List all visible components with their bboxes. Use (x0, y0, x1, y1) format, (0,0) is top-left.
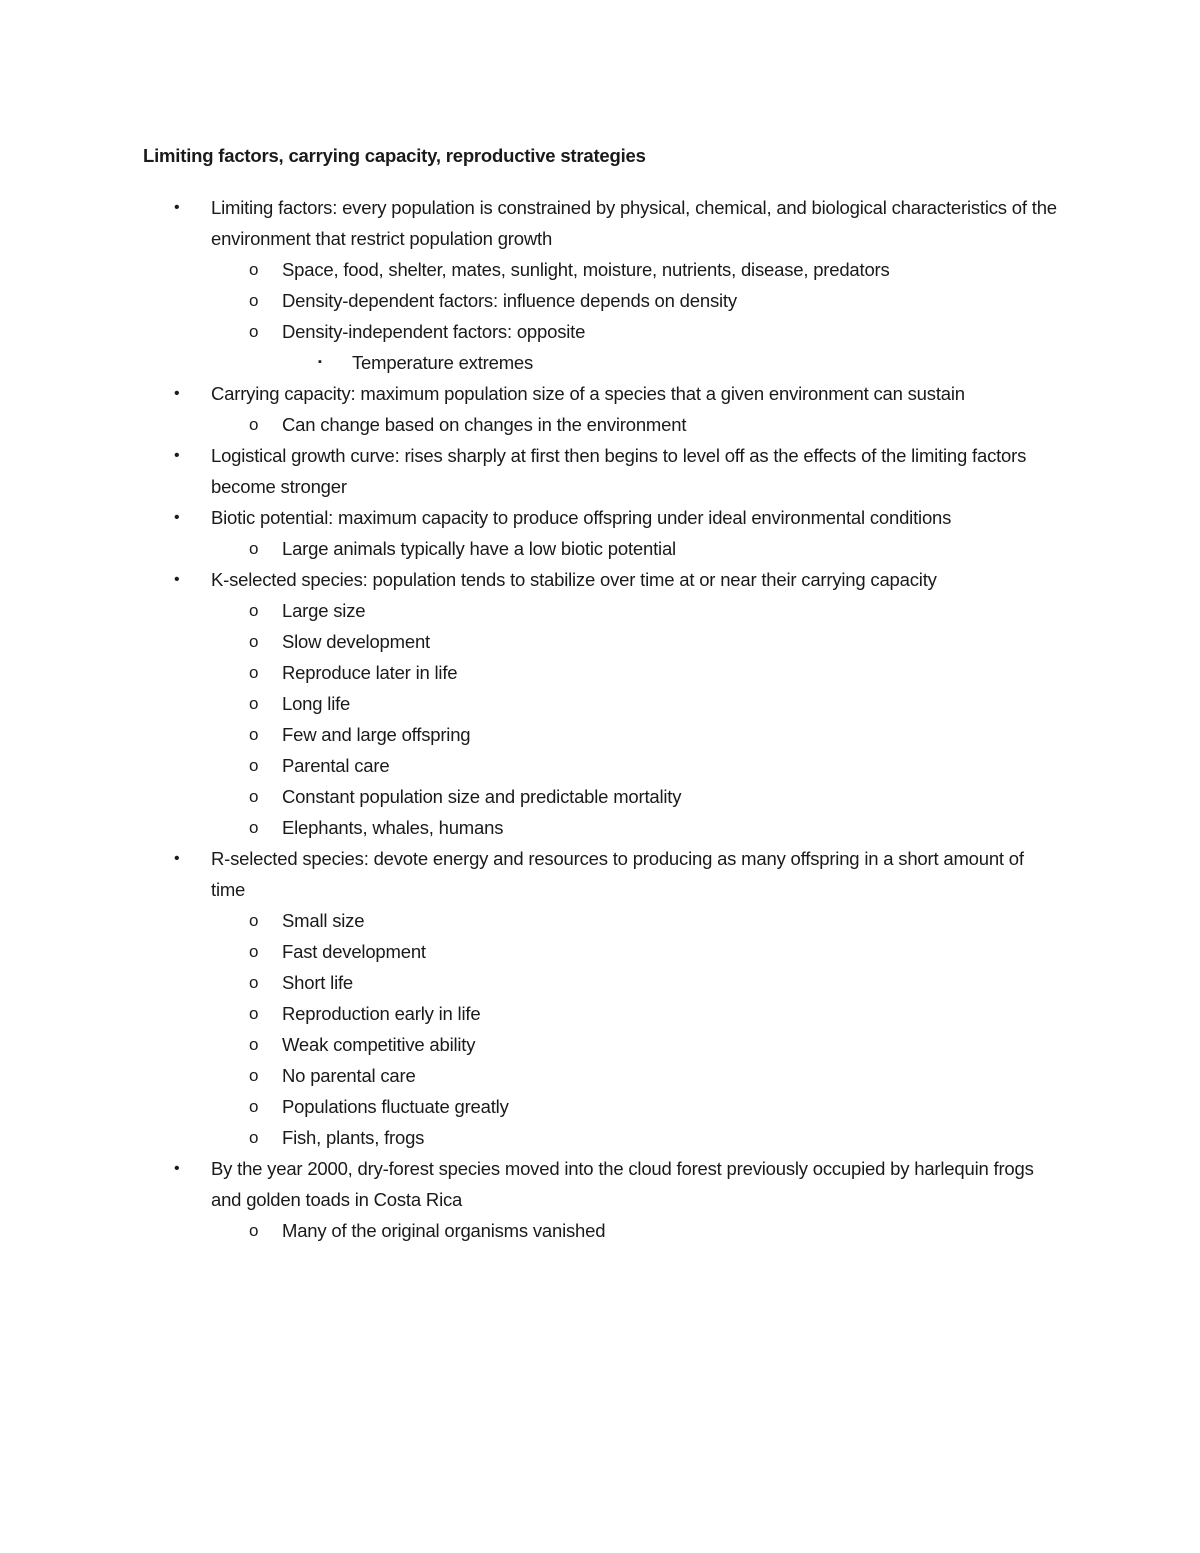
list-item-text: Reproduction early in life (282, 1003, 481, 1024)
list-item-text: Elephants, whales, humans (282, 817, 504, 838)
list-item-level-2 (0, 1215, 1062, 1246)
list-item-text: Reproduce later in life (282, 662, 458, 683)
list-item-level-1 (0, 502, 1061, 533)
list-item-level-2 (0, 719, 1062, 750)
list-item-text: Carrying capacity: maximum population size of a species that a given environment can sustain (211, 383, 965, 404)
list-item-text: Can change based on changes in the environment (282, 414, 687, 435)
list-item-level-2 (0, 1060, 1062, 1091)
list-item-level-1 (0, 440, 1061, 502)
bullet-marker-icon: • (174, 385, 180, 402)
bullet-marker-icon: o (249, 1004, 259, 1023)
list-item-text: Limiting factors: every population is constrained by physical, chemical, and biological characteristics of the environment that restrict population growth (211, 197, 1057, 249)
bullet-marker-icon: • (174, 509, 180, 526)
list-item-text: Populations fluctuate greatly (282, 1096, 509, 1117)
list-item-text: Large size (282, 600, 366, 621)
bullet-marker-icon: • (174, 199, 180, 216)
bullet-marker-icon: o (249, 1066, 259, 1085)
list-item-text: Short life (282, 972, 354, 993)
list-item-level-2 (0, 285, 1062, 316)
list-item-level-2 (0, 1091, 1062, 1122)
bullet-marker-icon: o (249, 322, 259, 341)
bullet-marker-icon: o (249, 818, 259, 837)
list-item-text: Density-dependent factors: influence depends on density (282, 290, 737, 311)
list-item-text: Slow development (282, 631, 430, 652)
list-item-level-2 (0, 905, 1062, 936)
list-item-text: Biotic potential: maximum capacity to produce offspring under ideal environmental conditions (211, 507, 952, 528)
list-item-level-2 (0, 936, 1062, 967)
bullet-marker-icon: o (249, 601, 259, 620)
list-item-level-1 (0, 843, 1061, 905)
list-item-level-2 (0, 316, 1062, 347)
bullet-marker-icon: o (249, 694, 259, 713)
list-item-text: Small size (282, 910, 365, 931)
bullet-marker-icon: o (249, 415, 259, 434)
document-title: Limiting factors, carrying capacity, reproductive strategies (143, 145, 646, 166)
bullet-outline (0, 192, 1200, 1246)
bullet-marker-icon: o (249, 291, 259, 310)
list-item-level-2 (0, 1029, 1062, 1060)
bullet-marker-icon: o (249, 911, 259, 930)
list-item-level-2 (0, 254, 1062, 285)
bullet-marker-icon: • (174, 1160, 180, 1177)
bullet-marker-icon: o (249, 1128, 259, 1147)
list-item-level-1 (0, 564, 1061, 595)
list-item-level-1 (0, 192, 1061, 254)
list-item-text: Temperature extremes (352, 352, 534, 373)
bullet-marker-icon: o (249, 1221, 259, 1240)
list-item-level-2 (0, 750, 1062, 781)
bullet-marker-icon: • (174, 571, 180, 588)
list-item-text: Logistical growth curve: rises sharply at first then begins to level off as the effects of the limiting factors become stronger (211, 445, 1027, 497)
bullet-marker-icon: o (249, 787, 259, 806)
list-item-level-2 (0, 533, 1062, 564)
list-item-text: K-selected species: population tends to stabilize over time at or near their carrying capacity (211, 569, 937, 590)
list-item-level-2 (0, 812, 1062, 843)
list-item-level-2 (0, 409, 1062, 440)
list-item-text: Many of the original organisms vanished (282, 1220, 606, 1241)
list-item-text: R-selected species: devote energy and resources to producing as many offspring in a short amount of time (211, 848, 1024, 900)
list-item-text: Weak competitive ability (282, 1034, 476, 1055)
bullet-marker-icon: • (174, 447, 180, 464)
bullet-marker-icon: o (249, 1097, 259, 1116)
bullet-marker-icon: • (174, 850, 180, 867)
list-item-level-3 (0, 347, 1052, 378)
bullet-marker-icon: o (249, 942, 259, 961)
bullet-marker-icon: o (249, 539, 259, 558)
list-item-text: Density-independent factors: opposite (282, 321, 586, 342)
bullet-marker-icon: o (249, 725, 259, 744)
list-item-level-2 (0, 626, 1062, 657)
list-item-level-2 (0, 967, 1062, 998)
list-item-text: By the year 2000, dry-forest species moved into the cloud forest previously occupied by harlequin frogs and golden toads in Costa Rica (211, 1158, 1034, 1210)
list-item-text: Few and large offspring (282, 724, 471, 745)
list-item-text: Parental care (282, 755, 390, 776)
bullet-marker-icon: o (249, 260, 259, 279)
list-item-text: Fish, plants, frogs (282, 1127, 425, 1148)
list-item-level-1 (0, 378, 1061, 409)
list-item-level-2 (0, 688, 1062, 719)
list-item-text: Long life (282, 693, 351, 714)
list-item-level-2 (0, 595, 1062, 626)
bullet-marker-icon: o (249, 756, 259, 775)
bullet-marker-icon: o (249, 632, 259, 651)
list-item-text: Fast development (282, 941, 426, 962)
list-item-text: No parental care (282, 1065, 416, 1086)
bullet-marker-icon: o (249, 663, 259, 682)
list-item-level-2 (0, 1122, 1062, 1153)
bullet-marker-icon: o (249, 1035, 259, 1054)
list-item-level-2 (0, 998, 1062, 1029)
bullet-marker-icon: o (249, 973, 259, 992)
list-item-level-2 (0, 781, 1062, 812)
list-item-text: Space, food, shelter, mates, sunlight, moisture, nutrients, disease, predators (282, 259, 890, 280)
list-item-level-2 (0, 657, 1062, 688)
list-item-text: Large animals typically have a low biotic potential (282, 538, 676, 559)
list-item-text: Constant population size and predictable mortality (282, 786, 682, 807)
list-item-level-1 (0, 1153, 1061, 1215)
bullet-marker-icon: ▪ (318, 356, 322, 368)
